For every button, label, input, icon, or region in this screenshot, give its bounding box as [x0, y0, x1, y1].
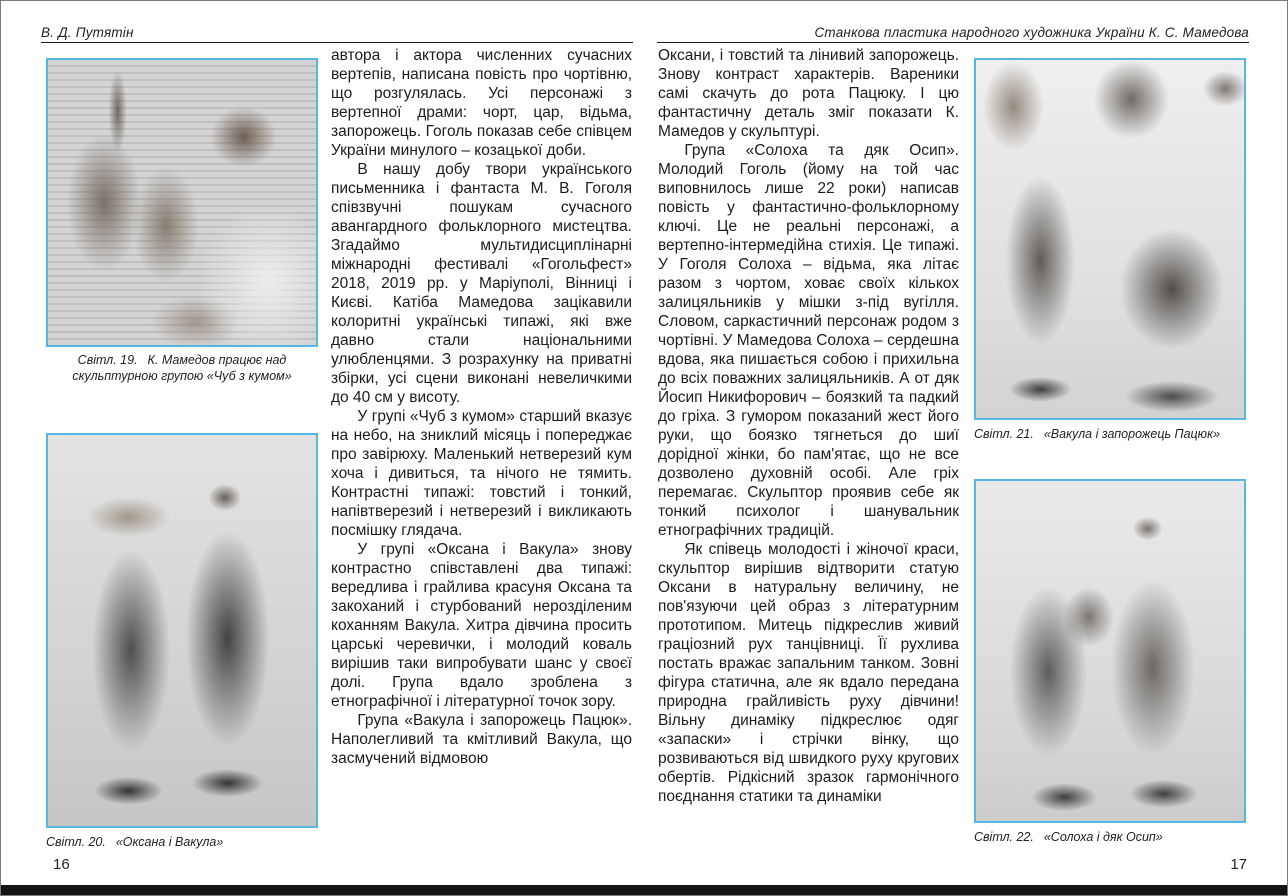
running-head-right: Станкова пластика народного художника України К. С. Мамедова	[814, 25, 1249, 40]
paragraph: У групі «Оксана і Вакула» знову контрастно співставлені два типажі: вередлива і грайлива красуня Оксана та закоханий і стурбований нерозділеним коханням Вакула. Хитра дівчина просить царські черевички, і молодий коваль вирішив таки випробувати шанс у своєї долі. Група вдало зроблена з етнографічної і літературної точок зору.	[331, 541, 632, 710]
figure-photo-20-oksana-i-vakula	[46, 433, 318, 828]
figure-caption-19	[44, 353, 320, 384]
paragraph: автора і актора численних сучасних вертепів, написана повість про чортівню, що розгулялась. Усі персонажі з вертепної драми: чорт, цар, відьма, запорожець. Гоголь показав себе співцем України минулого – козацької доби.	[331, 47, 632, 159]
figure-photo-22-solokha-i-dyak	[974, 479, 1246, 823]
figure-caption-22-text: «Солоха і дяк Осип»	[1043, 830, 1163, 844]
paragraph: Як співець молодості і жіночої краси, скульптор вирішив відтворити статую Оксани в натуральну величину, не пов'язуючи цей образ з літературним прототипом. Митець підкреслив живий граціозний рух танцівниці. Її рухлива постать вражає запальним танком. Зовні фігура статична, але як вдало передана природна грайливість руху дівчини! Вільну динаміку підкреслює одяг «запаски» і стрічки вінку, що розвиваються від швидкого руху кругових обертів. Рідкісний зразок гармонічного поєднання статики та динаміки	[658, 541, 959, 805]
figure-caption-21	[974, 427, 1250, 443]
figure-photo-21-vakula-i-patsiuk	[974, 58, 1246, 420]
figure-caption-21-text: «Вакула і запорожець Пацюк»	[1043, 427, 1220, 441]
body-text-column-left	[331, 46, 632, 768]
figure-caption-20	[46, 835, 322, 851]
figure-caption-20-text: «Оксана і Вакула»	[115, 835, 224, 849]
figure-caption-21-label: Світл. 21.	[974, 427, 1034, 441]
page-number-16: 16	[53, 856, 70, 873]
paragraph: Група «Вакула і запорожець Пацюк». Наполегливий та кмітливий Вакула, що засмучений відмовою	[331, 712, 632, 767]
figure-caption-22-label: Світл. 22.	[974, 830, 1034, 844]
scan-bottom-edge	[1, 885, 1287, 895]
page-number-17: 17	[1230, 856, 1247, 873]
figure-caption-20-label: Світл. 20.	[46, 835, 106, 849]
body-text-column-right	[658, 46, 959, 806]
figure-caption-19-text: К. Мамедов працює над скульптурною групою «Чуб з кумом»	[72, 353, 292, 383]
paragraph: Група «Солоха та дяк Осип». Молодий Гоголь (йому на той час виповнилось лише 22 роки) написав повість у фантастично-фольклорному ключі. Це не реальні персонажі, а вертепно-інтермедійна стихія. Це типажі. У Гоголя Солоха – відьма, яка літає разом з чортом, ховає своїх кількох залицяльників у мішки з-під вугілля. Словом, саркастичний персонаж родом з чортівні. У Мамедова Солоха – сердешна вдова, яка пишається собою і прихильна до всіх поважних залицяльників. А от дяк Йосип Никифорович – боязкий та падкий до гріха. З гумором показаний жест його руки, що боязко тягнеться до шиї дорідної жінки, бо пам'ятає, що не все дозволено духовній особі. Але гріх перемагає. Скульптор проявив себе як тонкий психолог і шанувальник етнографічних традицій.	[658, 142, 959, 539]
running-head-left: В. Д. Путятін	[41, 25, 134, 40]
paragraph: У групі «Чуб з кумом» старший вказує на небо, на зниклий місяць і попереджає про завірюху. Маленький нетверезий кум хоча і дивиться, та нічого не тямить. Контрастні типажі: товстий і тонкий, напівтверезий і нетверезий і викликають посмішку глядача.	[331, 408, 632, 539]
paragraph: Оксани, і товстий та лінивий запорожець. Знову контраст характерів. Вареники самі скачуть до рота Пацюку. І цю фантастичну деталь зміг показати К. Мамедов у скульптурі.	[658, 47, 959, 140]
figure-photo-19-sculptor-at-work	[46, 58, 318, 347]
figure-caption-19-label: Світл. 19.	[77, 353, 138, 367]
figure-caption-22	[974, 830, 1250, 846]
running-head-rule-left	[41, 42, 633, 43]
paragraph: В нашу добу твори українського письменника і фантаста М. В. Гоголя співзвучні пошукам сучасного авангардного фольклорного мистецтва. Згадаймо мультидисциплінарні міжнародні фестивалі «Гогольфест» 2018, 2019 рр. у Маріуполі, Вінниці і Києві. Катіба Мамедова зацікавили колоритні українські типажі, які вже давно стали національними улюбленцями. З розрахунку на приватні збірки, усі сцени виконані невеличкими до 40 см у висоту.	[331, 161, 632, 406]
running-head-rule-right	[657, 42, 1249, 43]
